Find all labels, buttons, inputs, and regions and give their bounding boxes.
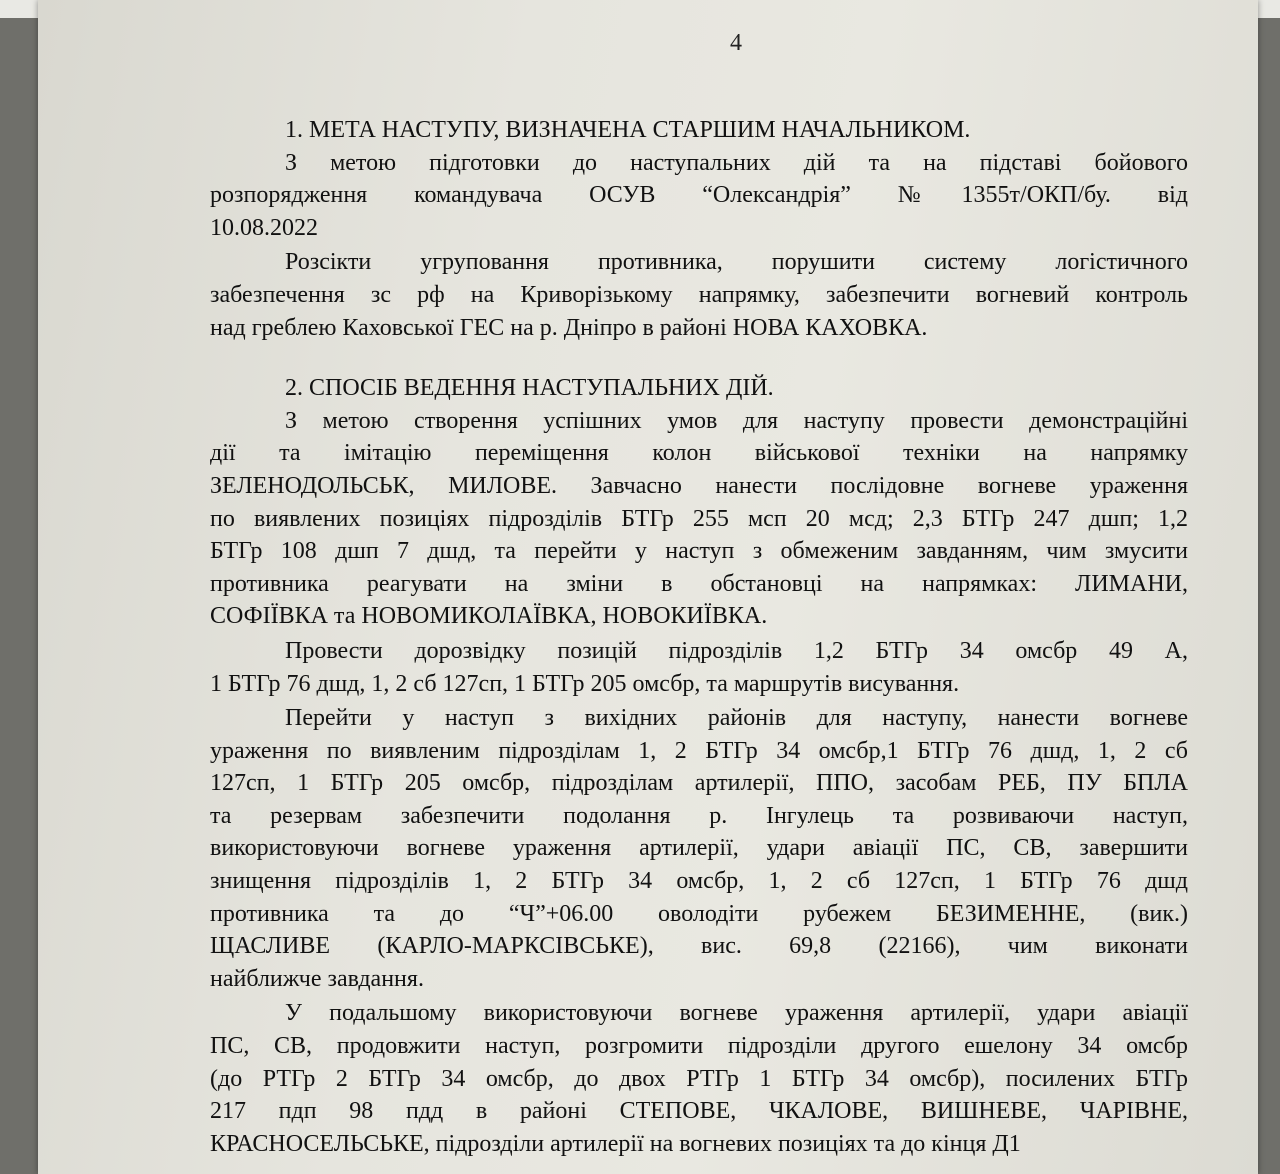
text-line: найближче завдання. [210, 965, 424, 992]
text-line: ПС, СВ, продовжити наступ, розгромити підрозділи другого ешелону 34 омсбр [210, 1033, 1188, 1060]
text-line: по виявлених позиціях підрозділів БТГр 255 мсп 20 мсд; 2,3 БТГр 247 дшп; 1,2 [210, 505, 1188, 532]
text-line: 10.08.2022 [210, 214, 318, 241]
text-line: СОФІЇВКА та НОВОМИКОЛАЇВКА, НОВОКИЇВКА. [210, 603, 768, 630]
text-line: дії та імітацію переміщення колон військової техніки на напрямку [210, 440, 1188, 467]
text-line: Розсікти угруповання противника, порушити систему логістичного [285, 249, 1188, 276]
paragraph [210, 147, 1188, 245]
paragraph [210, 246, 1188, 344]
paragraph [210, 635, 1188, 700]
text-line: КРАСНОСЕЛЬСЬКЕ, підрозділи артилерії на вогневих позиціях та до кінця Д1 [210, 1130, 1021, 1157]
paragraph [210, 405, 1188, 633]
text-line: та резервам забезпечити подолання р. Інгулець та розвиваючи наступ, [210, 802, 1188, 829]
paragraph [210, 997, 1188, 1160]
text-line: знищення підрозділів 1, 2 БТГр 34 омсбр, 1, 2 сб 127сп, 1 БТГр 76 дшд [210, 868, 1188, 895]
text-line: противника реагувати на зміни в обстановці на напрямках: ЛИМАНИ, [210, 570, 1188, 597]
text-line: У подальшому використовуючи вогневе ураження артилерії, удари авіації [285, 1000, 1188, 1027]
text-line: ураження по виявленим підрозділам 1, 2 БТГр 34 омсбр,1 БТГр 76 дшд, 1, 2 сб [210, 737, 1188, 764]
text-line: забезпечення зс рф на Криворізькому напрямку, забезпечити вогневий контроль [210, 281, 1188, 308]
text-line: над греблею Каховської ГЕС на р. Дніпро в районі НОВА КАХОВКА. [210, 314, 928, 341]
text-line: 127сп, 1 БТГр 205 омсбр, підрозділам артилерії, ППО, засобам РЕБ, ПУ БПЛА [210, 770, 1188, 797]
text-line: 217 пдп 98 пдд в районі СТЕПОВЕ, ЧКАЛОВЕ, ВИШНЕВЕ, ЧАРІВНЕ, [210, 1098, 1188, 1125]
text-line: ЗЕЛЕНОДОЛЬСЬК, МИЛОВЕ. Завчасно нанести послідовне вогневе ураження [210, 472, 1188, 499]
paragraph [210, 702, 1188, 995]
text-line: Провести дорозвідку позицій підрозділів 1,2 БТГр 34 омсбр 49 А, [285, 637, 1188, 664]
text-line: (до РТГр 2 БТГр 34 омсбр, до двох РТГр 1 БТГр 34 омсбр), посилених БТГр [210, 1065, 1188, 1092]
text-line: З метою підготовки до наступальних дій та на підставі бойового [285, 149, 1188, 176]
text-line: використовуючи вогневе ураження артилерії, удари авіації ПС, СВ, завершити [210, 835, 1188, 862]
document-body [210, 114, 1188, 1160]
text-line: БТГр 108 дшп 7 дшд, та перейти у наступ з обмеженим завданням, чим змусити [210, 538, 1188, 565]
section-heading: 2. СПОСІБ ВЕДЕННЯ НАСТУПАЛЬНИХ ДІЙ. [285, 375, 774, 402]
section-heading: 1. МЕТА НАСТУПУ, ВИЗНАЧЕНА СТАРШИМ НАЧАЛЬНИКОМ. [285, 117, 971, 143]
text-line: Перейти у наступ з вихідних районів для наступу, нанести вогневе [285, 705, 1188, 732]
text-line: противника та до “Ч”+06.00 оволодіти рубежем БЕЗИМЕННЕ, (вик.) [210, 900, 1188, 927]
page-number: 4 [730, 30, 742, 56]
text-line: ЩАСЛИВЕ (КАРЛО-МАРКСІВСЬКЕ), вис. 69,8 (22166), чим виконати [210, 933, 1188, 960]
text-line: розпорядження командувача ОСУВ “Олександрія” №1355т/ОКП/бу. від [210, 182, 1188, 209]
text-line: З метою створення успішних умов для наступу провести демонстраційні [285, 407, 1188, 434]
text-line: 1 БТГр 76 дшд, 1, 2 сб 127сп, 1 БТГр 205 омсбр, та маршрутів висування. [210, 670, 960, 697]
